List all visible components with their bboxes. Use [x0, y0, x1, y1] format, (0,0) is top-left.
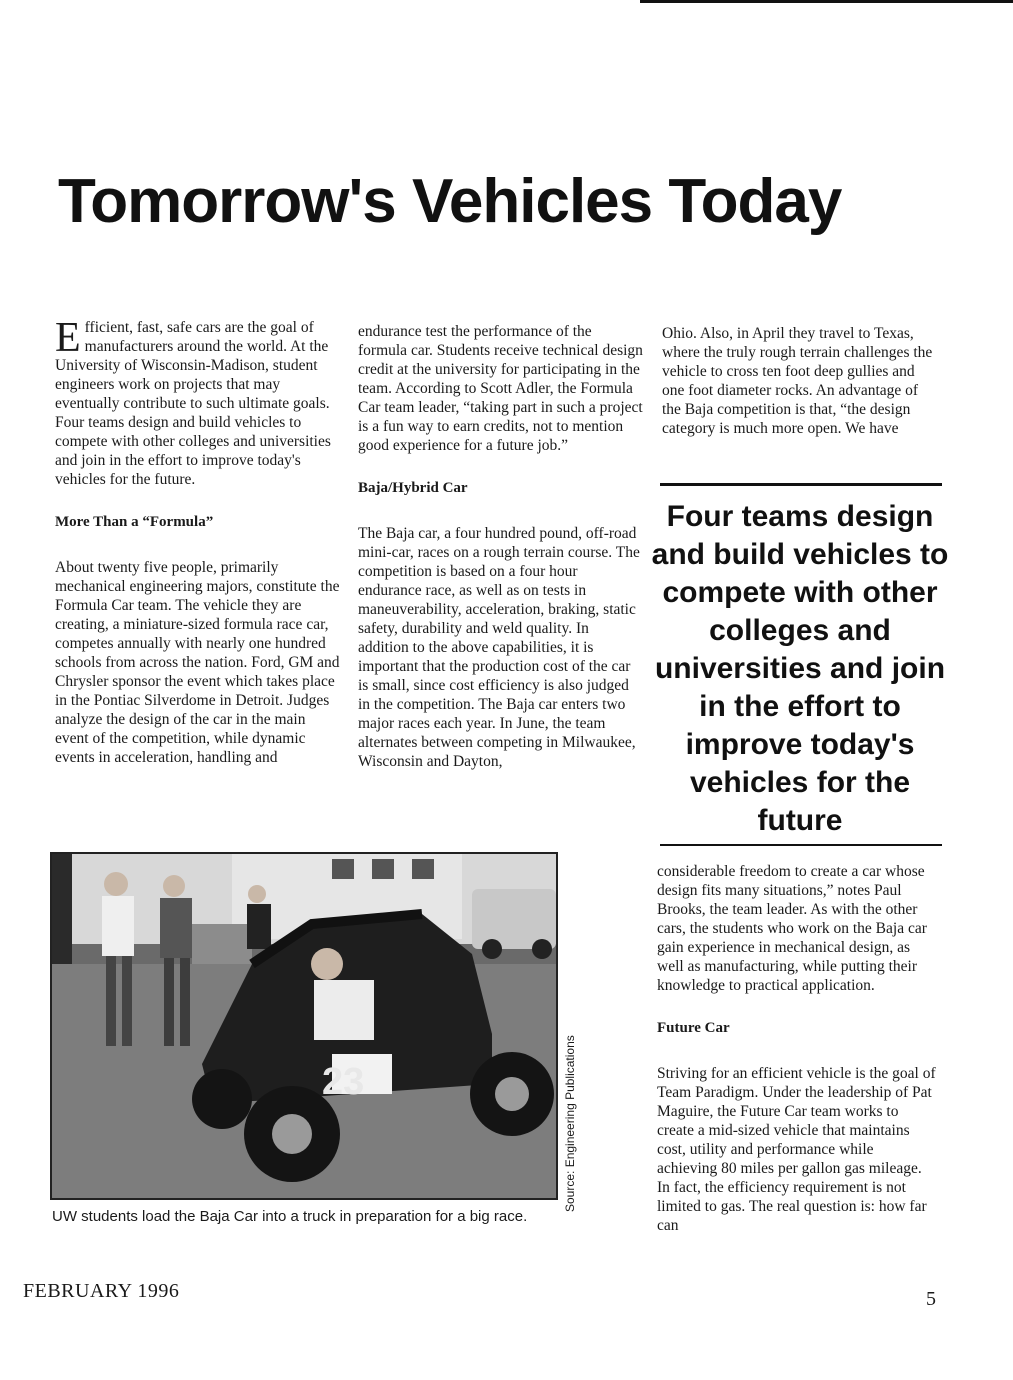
column-3-top [662, 324, 937, 438]
intro-paragraph [55, 315, 340, 489]
subhead-baja: Baja/Hybrid Car [358, 480, 468, 496]
column-1 [55, 315, 340, 767]
baja-quote-paragraph: considerable freedom to create a car whose design fits many situations,” notes Paul Brooks, the team leader. As with the other cars, the students who work on the Baja car gain experience in mechanical design, as well as manufacturing, while putting their knowledge to practical application. [657, 863, 927, 994]
baja-paragraph: The Baja car, a four hundred pound, off-road mini-car, races on a rough terrain course. The competition is based on a four hour endurance race, as well as on tests in maneuverability, acceleration, braking, static safety, durability and weld quality. In addition to the above capabilities, it is important that the production cost of the car is small, since cost efficiency is also judged in the competition. The Baja car enters two major races each year. In June, the team alternates between competing in Milwaukee, Wisconsin and Dayton, [358, 525, 640, 770]
future-car-paragraph: Striving for an efficient vehicle is the goal of Team Paradigm. Under the leadership of Pat Maguire, the Future Car team works to create a mid-sized vehicle that maintains cost, utility and performance while achieving 80 miles per gallon gas mileage. In fact, the efficiency requirement is not limited to gas. The real question is: how far can [657, 1065, 936, 1234]
top-rule [640, 0, 1013, 3]
page-number: 5 [926, 1288, 936, 1310]
column-3-bottom [657, 862, 937, 1235]
column-2 [358, 322, 643, 771]
photo-illustration [52, 854, 556, 1198]
subhead-future-car: Future Car [657, 1020, 730, 1036]
intro-text: fficient, fast, safe cars are the goal of manufacturers around the world. At the University of Wisconsin-Madison, student engineers work on projects that may eventually contribute to such ultimate goals. Four teams design and build vehicles to compete with other colleges and universities and join in the effort to improve today's vehicles for the future. [55, 319, 331, 488]
subhead-formula: More Than a “Formula” [55, 514, 214, 530]
issue-date: FEBRUARY 1996 [23, 1280, 180, 1302]
pullquote-top-rule [660, 483, 942, 486]
baja-paragraph-continued: Ohio. Also, in April they travel to Texas, where the truly rough terrain challenges the vehicle to cross ten foot deep gullies and one foot diameter rocks. An advantage of the Baja competition is that, “the design category is much more open. We have [662, 325, 933, 437]
photo-credit: Source: Engineering Publications [563, 1035, 577, 1212]
formula-paragraph-continued: endurance test the performance of the formula car. Students receive technical design credit at the university for participating in the team. According to Scott Adler, the Formula Car team leader, “taking part in such a project is a fun way to earn credits, not to mention good experience for a future job.” [358, 323, 643, 454]
pull-quote: Four teams design and build vehicles to compete with other colleges and universities and join in the effort to improve today's vehicles for the future [651, 500, 949, 837]
page-title: Tomorrow's Vehicles Today [58, 167, 842, 236]
car-number-text: 23 [322, 1061, 365, 1103]
baja-car-photo [50, 852, 558, 1200]
drop-cap: E [55, 315, 81, 361]
photo-caption: UW students load the Baja Car into a truck in preparation for a big race. [52, 1208, 528, 1225]
pullquote-bottom-rule [660, 844, 942, 846]
formula-paragraph: About twenty five people, primarily mechanical engineering majors, constitute the Formula Car team. The vehicle they are creating, a miniature-sized formula race car, competes annually with nearly one hundred schools from across the nation. Ford, GM and Chrysler sponsor the event which takes place in the Pontiac Silverdome in Detroit. Judges analyze the design of the car in the main event of the competition, while dynamic events in acceleration, handling and [55, 559, 340, 766]
